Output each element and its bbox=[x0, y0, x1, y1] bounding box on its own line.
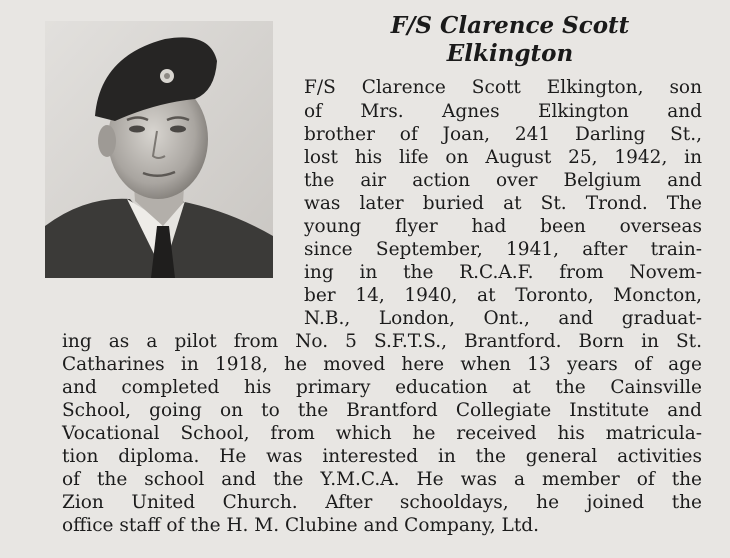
body-line: ing as a pilot from No. 5 S.F.T.S., Brantford. Born in St. bbox=[62, 331, 702, 352]
body-line: ing in the R.C.A.F. from Novem- bbox=[304, 262, 702, 283]
body-line: School, going on to the Brantford Collegiate Institute and bbox=[62, 400, 702, 421]
title-line-2: Elkington bbox=[446, 40, 574, 67]
body-line: young flyer had been overseas bbox=[304, 216, 702, 237]
body-line: of the school and the Y.M.C.A. He was a member of the bbox=[62, 469, 702, 490]
body-line: since September, 1941, after train- bbox=[304, 239, 702, 260]
body-line: of Mrs. Agnes Elkington and bbox=[304, 101, 702, 122]
body-line: lost his life on August 25, 1942, in bbox=[304, 147, 702, 168]
body-line: was later buried at St. Trond. The bbox=[304, 193, 702, 214]
article-title bbox=[300, 12, 720, 68]
title-line-1: F/S Clarence Scott bbox=[390, 12, 630, 39]
body-line: F/S Clarence Scott Elkington, son bbox=[304, 77, 702, 98]
body-line: Vocational School, from which he received his matricula- bbox=[62, 423, 702, 444]
portrait-photo bbox=[45, 21, 273, 278]
body-line: brother of Joan, 241 Darling St., bbox=[304, 124, 702, 145]
body-line: tion diploma. He was interested in the general activities bbox=[62, 446, 702, 467]
body-line: ber 14, 1940, at Toronto, Moncton, bbox=[304, 285, 702, 306]
body-line: and completed his primary education at the Cainsville bbox=[62, 377, 702, 398]
body-line: office staff of the H. M. Clubine and Company, Ltd. bbox=[62, 515, 539, 536]
body-line: N.B., London, Ont., and graduat- bbox=[304, 308, 702, 329]
body-line: Catharines in 1918, he moved here when 13 years of age bbox=[62, 354, 702, 375]
body-line: Zion United Church. After schooldays, he joined the bbox=[62, 492, 702, 513]
body-line: the air action over Belgium and bbox=[304, 170, 702, 191]
